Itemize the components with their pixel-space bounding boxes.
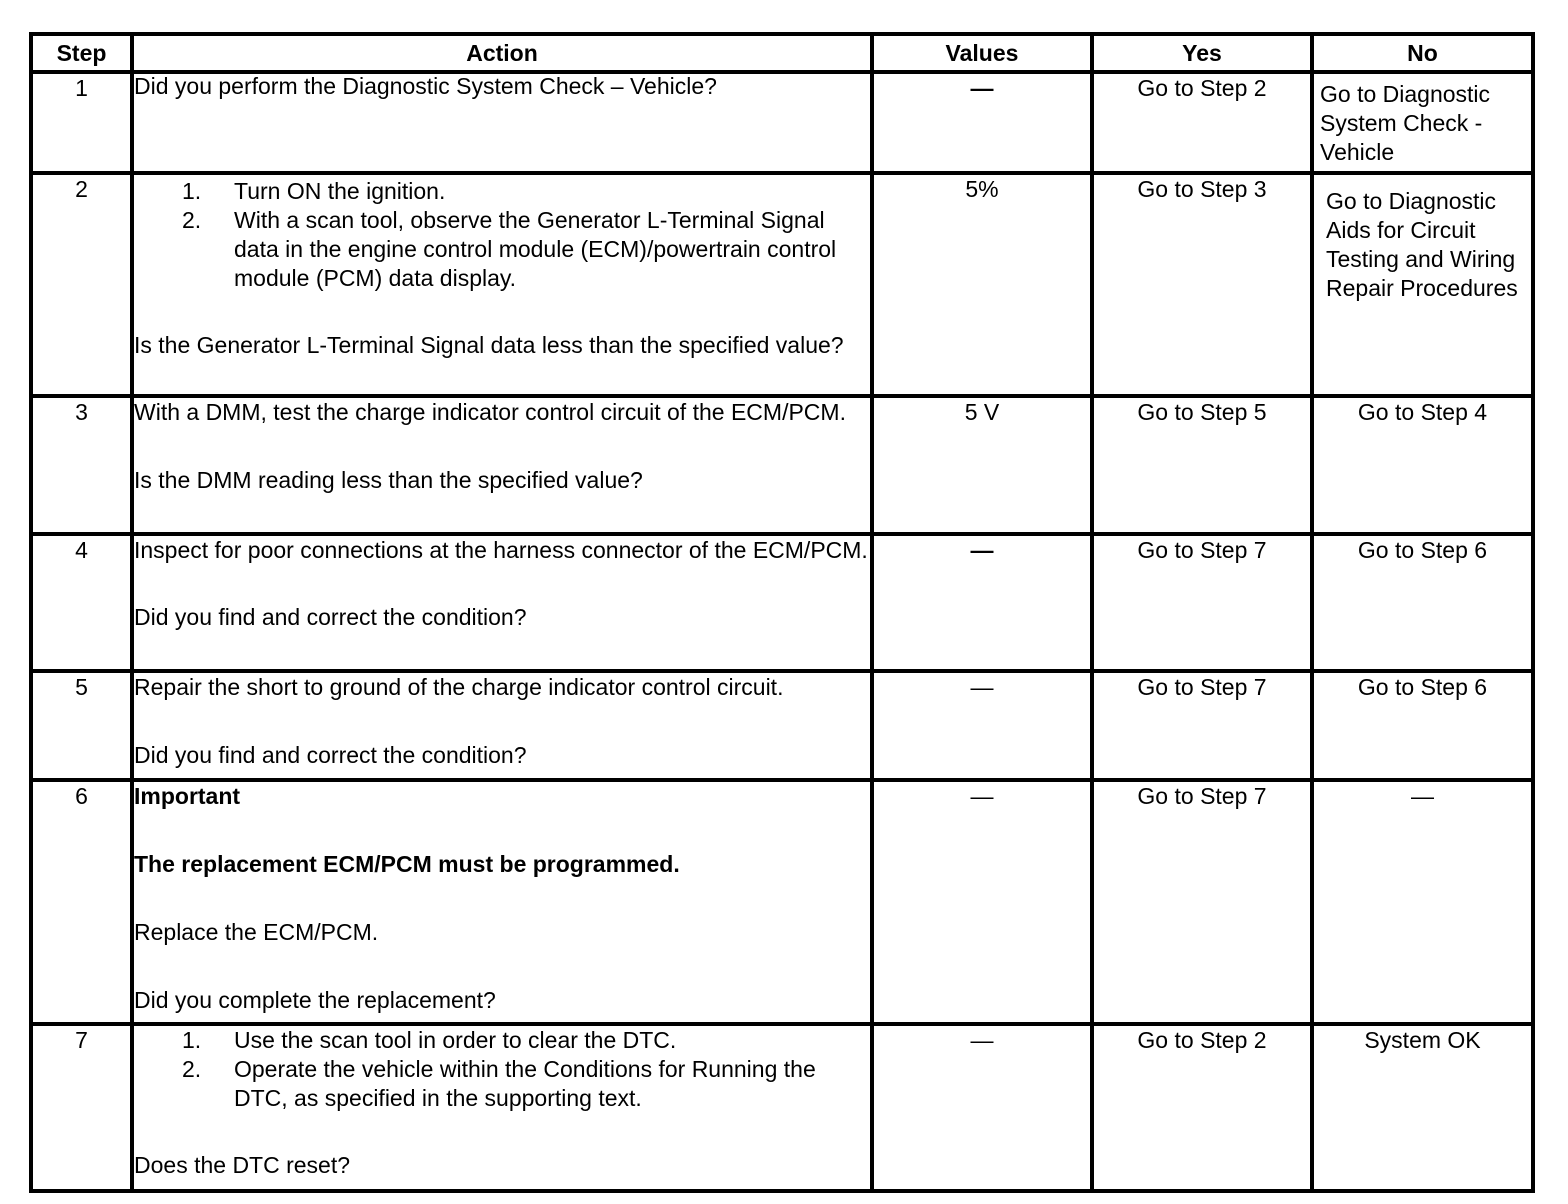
yes-cell: Go to Step 7 [1092, 671, 1312, 780]
yes-cell: Go to Step 3 [1092, 173, 1312, 396]
action-text: With a DMM, test the charge indicator control circuit of the ECM/PCM. [134, 399, 846, 425]
action-question: Did you find and correct the condition? [134, 604, 527, 630]
action-step-item: Use the scan tool in order to clear the DTC. [234, 1027, 677, 1053]
table-row [31, 72, 1533, 173]
action-text: Inspect for poor connections at the harness connector of the ECM/PCM. [134, 537, 868, 563]
action-cell [132, 72, 872, 173]
header-step: Step [31, 34, 132, 72]
step-number: 6 [31, 780, 132, 1024]
table-row [31, 671, 1533, 780]
no-cell: Go to Diagnostic System Check - Vehicle [1312, 72, 1533, 173]
header-action: Action [132, 34, 872, 72]
action-cell [132, 671, 872, 780]
table-row [31, 1024, 1533, 1191]
action-question: Is the Generator L-Terminal Signal data less than the specified value? [134, 332, 844, 358]
values-cell: — [872, 534, 1092, 671]
table-row [31, 534, 1533, 671]
values-cell: — [872, 780, 1092, 1024]
no-cell: Go to Step 4 [1312, 396, 1533, 534]
no-cell: Go to Step 6 [1312, 534, 1533, 671]
values-cell: 5 V [872, 396, 1092, 534]
step-number: 1 [31, 72, 132, 173]
table-row [31, 396, 1533, 534]
step-number: 3 [31, 396, 132, 534]
yes-cell: Go to Step 5 [1092, 396, 1312, 534]
action-step-item: With a scan tool, observe the Generator L-Terminal Signal data in the engine control module (ECM)/powertrain control module (PCM) data display. [234, 207, 837, 291]
yes-cell: Go to Step 7 [1092, 780, 1312, 1024]
action-cell [132, 1024, 872, 1191]
header-row [31, 34, 1533, 72]
no-cell: — [1312, 780, 1533, 1024]
action-question: Did you complete the replacement? [134, 987, 496, 1013]
action-steps [134, 177, 870, 293]
values-cell: 5% [872, 173, 1092, 396]
diagnostic-table [29, 32, 1535, 1193]
header-yes: Yes [1092, 34, 1312, 72]
step-number: 7 [31, 1024, 132, 1191]
step-number: 2 [31, 173, 132, 396]
values-cell: — [872, 671, 1092, 780]
action-cell [132, 396, 872, 534]
step-number: 4 [31, 534, 132, 671]
values-cell: — [872, 72, 1092, 173]
header-values: Values [872, 34, 1092, 72]
no-cell: System OK [1312, 1024, 1533, 1191]
action-question: Is the DMM reading less than the specified value? [134, 467, 643, 493]
action-cell [132, 780, 872, 1024]
values-cell: — [872, 1024, 1092, 1191]
action-step-item: Turn ON the ignition. [234, 178, 446, 204]
yes-cell: Go to Step 7 [1092, 534, 1312, 671]
yes-cell: Go to Step 2 [1092, 1024, 1312, 1191]
no-cell: Go to Diagnostic Aids for Circuit Testing and Wiring Repair Procedures [1312, 173, 1533, 396]
action-question: Does the DTC reset? [134, 1152, 351, 1178]
action-step-item: Operate the vehicle within the Conditions for Running the DTC, as specified in the supporting text. [234, 1056, 816, 1111]
action-text: Did you perform the Diagnostic System Check – Vehicle? [134, 73, 717, 99]
step-number: 5 [31, 671, 132, 780]
action-text: Repair the short to ground of the charge indicator control circuit. [134, 674, 784, 700]
action-cell [132, 173, 872, 396]
important-text: The replacement ECM/PCM must be programmed. [134, 851, 680, 877]
table-row [31, 173, 1533, 396]
action-steps [134, 1026, 870, 1113]
table-row [31, 780, 1533, 1024]
action-question: Did you find and correct the condition? [134, 742, 527, 768]
no-cell: Go to Step 6 [1312, 671, 1533, 780]
action-text: Replace the ECM/PCM. [134, 919, 379, 945]
yes-cell: Go to Step 2 [1092, 72, 1312, 173]
action-cell [132, 534, 872, 671]
important-heading: Important [134, 783, 241, 809]
header-no: No [1312, 34, 1533, 72]
